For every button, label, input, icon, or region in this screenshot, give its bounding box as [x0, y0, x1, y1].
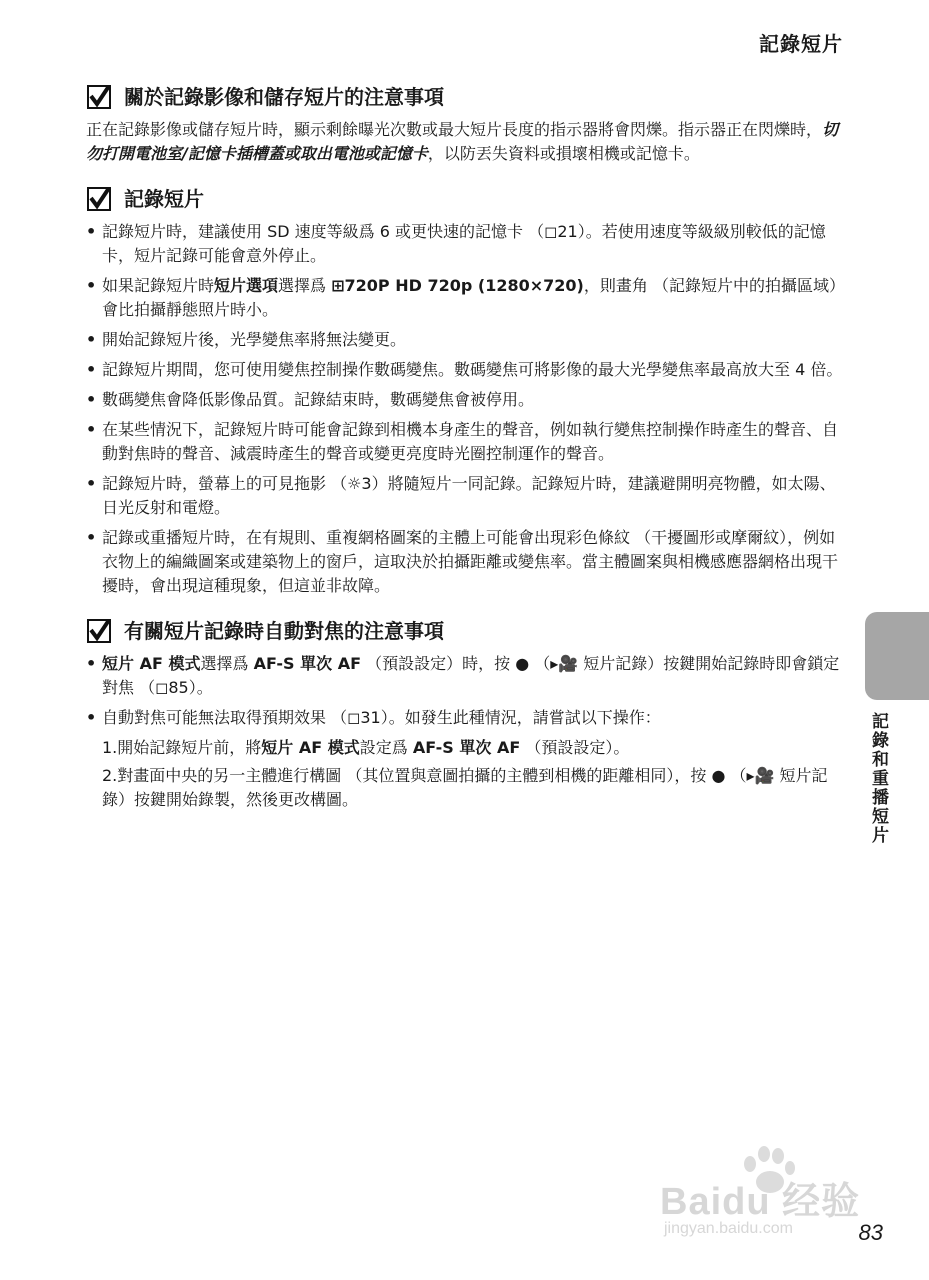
step-text: 1.開始記錄短片前，將 — [102, 738, 262, 757]
list-item: • 自動對焦可能無法取得預期效果 （◻31）。如發生此種情況，請嘗試以下操作： — [86, 706, 846, 730]
para-text: ，以防丟失資料或損壞相機或記憶卡。 — [427, 144, 700, 163]
list-item: • 記錄短片時，螢幕上的可見拖影 （☼3）將隨短片一同記錄。記錄短片時，建議避開明亮物體，如太陽、日光反射和電燈。 — [86, 472, 846, 520]
check-box-icon — [86, 186, 112, 212]
watermark-url: jingyan.baidu.com — [664, 1220, 793, 1237]
step-item — [102, 736, 846, 760]
bullet-list — [86, 220, 846, 598]
section-notes-recording-saving — [86, 84, 846, 166]
section-heading — [86, 186, 846, 212]
item-bold: AF-S 單次 AF — [253, 654, 362, 673]
list-item: • 開始記錄短片後，光學變焦率將無法變更。 — [86, 328, 846, 352]
item-bold: ⊞720P HD 720p (1280×720) — [331, 276, 584, 295]
section-autofocus-notes — [86, 618, 846, 812]
baidu-watermark — [660, 1152, 870, 1244]
section-title: 記錄短片 — [124, 187, 204, 211]
page-header-title: 記錄短片 — [759, 32, 843, 56]
item-text: （預設設定）時，按 ● （▸🎥 短片記錄）按鍵開始記錄時即會鎖定對焦 （◻85）。 — [102, 654, 840, 697]
section-paragraph — [86, 118, 846, 166]
section-heading — [86, 618, 846, 644]
list-item — [86, 274, 846, 322]
section-title: 關於記錄影像和儲存短片的注意事項 — [124, 85, 444, 109]
para-emphasis: 切勿打開電池室/記憶卡插槽蓋或取出電池或記憶卡 — [86, 120, 839, 163]
watermark-text: Baidu 经验 — [660, 1181, 861, 1223]
page-content — [86, 84, 846, 832]
page-number: 83 — [858, 1220, 883, 1245]
list-item: • 數碼變焦會降低影像品質。記錄結束時，數碼變焦會被停用。 — [86, 388, 846, 412]
item-text: 選擇爲 — [278, 276, 332, 295]
list-item: • 記錄短片期間，您可使用變焦控制操作數碼變焦。數碼變焦可將影像的最大光學變焦率最高放大至 4 倍。 — [86, 358, 846, 382]
step-text: （預設設定）。 — [520, 738, 630, 757]
chapter-tab-label: 記錄和重播短片 — [868, 712, 888, 845]
list-item: • 在某些情況下，記錄短片時可能會記錄到相機本身產生的聲音，例如執行變焦控制操作時產生的聲音、自動對焦時的聲音、減震時產生的聲音或變更亮度時光圈控制運作的聲音。 — [86, 418, 846, 466]
item-text: 如果記錄短片時 — [102, 276, 215, 295]
chapter-tab — [865, 612, 929, 700]
list-item: • 記錄或重播短片時，在有規則、重複網格圖案的主體上可能會出現彩色條紋 （干擾圖形或摩爾紋），例如衣物上的編織圖案或建築物上的窗戶，這取決於拍攝距離或變焦率。當主體圖案與相機感應器網格出現干擾時，會出現這種現象，但這並非故障。 — [86, 526, 846, 598]
step-text: 設定爲 — [359, 738, 413, 757]
section-title: 有關短片記錄時自動對焦的注意事項 — [124, 619, 444, 643]
section-recording-movies — [86, 186, 846, 598]
item-text: ，則畫角 （記錄短片中的拍攝區域）會比拍攝靜態照片時小。 — [102, 276, 845, 319]
para-text: 正在記錄影像或儲存短片時，顯示剩餘曝光次數或最大短片長度的指示器將會閃爍。指示器正在閃爍時， — [86, 120, 823, 139]
list-item — [86, 652, 846, 700]
check-box-icon — [86, 618, 112, 644]
item-bold: 短片 AF 模式 — [102, 654, 201, 673]
section-heading — [86, 84, 846, 110]
item-text: 選擇爲 — [200, 654, 254, 673]
step-bold: 短片 AF 模式 — [261, 738, 360, 757]
item-bold: 短片選項 — [214, 276, 279, 295]
steps-list — [86, 736, 846, 812]
step-bold: AF-S 單次 AF — [412, 738, 521, 757]
step-item: 2.對畫面中央的另一主體進行構圖 （其位置與意圖拍攝的主體到相機的距離相同），按 ● （▸🎥 短片記錄）按鍵開始錄製，然後更改構圖。 — [102, 766, 828, 809]
list-item: • 記錄短片時，建議使用 SD 速度等級爲 6 或更快速的記憶卡 （◻21）。若使用速度等級級別較低的記憶卡，短片記錄可能會意外停止。 — [86, 220, 846, 268]
bullet-list — [86, 652, 846, 730]
check-box-icon — [86, 84, 112, 110]
